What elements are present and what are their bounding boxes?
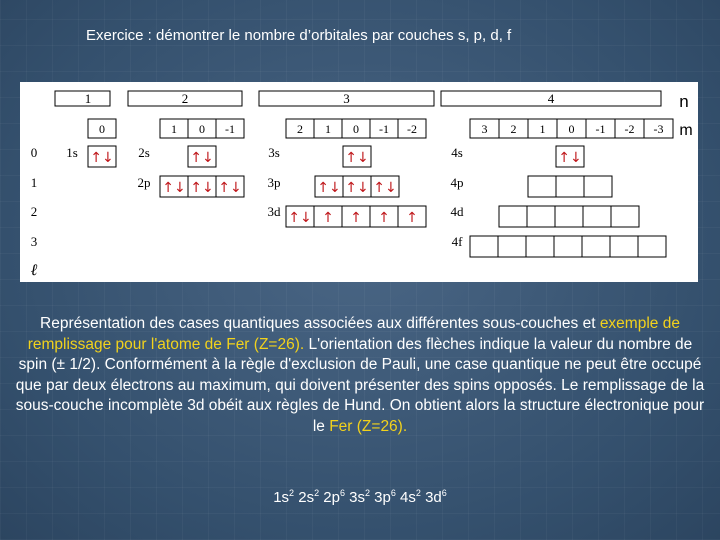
- config-count-3s: 2: [364, 488, 370, 498]
- orbital-diagram: [20, 82, 698, 282]
- m-value-n4-4: -1: [595, 122, 606, 136]
- config-count-2p: 6: [339, 488, 345, 498]
- electron-arrows-1s-1: ↑↓: [90, 150, 114, 166]
- orbital-diagram-panel: [20, 82, 698, 282]
- config-term-4s: [400, 489, 421, 506]
- config-orbital-3s: 3s: [349, 489, 365, 506]
- orbital-box-4f-3: [526, 236, 554, 257]
- orbital-box-4d-5: [611, 206, 639, 227]
- orbital-box-4d-1: [499, 206, 527, 227]
- config-orbital-2p: 2p: [323, 489, 340, 506]
- electron-configuration: [0, 488, 720, 506]
- config-orbital-3d: 3d: [425, 489, 442, 506]
- description-highlight-iron-example: exemple de remplissage pour l'atome de Fer (Z=26).: [27, 315, 680, 353]
- m-value-n3-2: 0: [353, 122, 359, 136]
- slide-title: Exercice : démontrer le nombre d’orbitales par couches s, p, d, f: [86, 27, 512, 44]
- m-value-n3-0: 2: [297, 122, 303, 136]
- l-value-2: 2: [30, 204, 38, 219]
- m-value-n4-5: -2: [624, 122, 635, 136]
- orbital-box-4d-4: [583, 206, 611, 227]
- n-value-2: 2: [181, 91, 189, 106]
- subshell-label-3p: 3p: [267, 175, 281, 190]
- m-value-n3-3: -1: [379, 122, 389, 136]
- electron-arrows-3d-3: ↑: [350, 210, 362, 226]
- config-count-2s: 2: [314, 488, 320, 498]
- electron-arrows-4s-1: ↑↓: [558, 150, 582, 166]
- description-part-1: Représentation des cases quantiques associées aux différentes sous-couches et: [40, 315, 600, 332]
- n-value-3: 3: [343, 91, 350, 106]
- config-orbital-4s: 4s: [400, 489, 416, 506]
- orbital-box-4f-4: [554, 236, 582, 257]
- electron-arrows-2p-3: ↑↓: [218, 180, 242, 196]
- electron-arrows-3p-2: ↑↓: [345, 180, 369, 196]
- m-value-n3-1: 1: [325, 122, 331, 136]
- subshell-label-4f: 4f: [451, 234, 463, 249]
- config-count-4s: 2: [415, 488, 421, 498]
- orbital-box-4p-2: [556, 176, 584, 197]
- orbital-box-4d-2: [527, 206, 555, 227]
- electron-arrows-3d-2: ↑: [322, 210, 334, 226]
- description-part-2: L'orientation des flèches indique la valeur du nombre de spin (± 1/2). Conformément à la règle d'exclusion de Pauli, une case quantique ne peut être occupé que par deux électrons au maximum, qui doivent présenter des spins opposés. Le remplissage de la sous-couche incomplète 3d obéit aux règles de Hund. On obtient alors la structure électronique pour le: [15, 335, 705, 435]
- subshell-label-2p: 2p: [137, 175, 151, 190]
- orbital-box-4f-6: [610, 236, 638, 257]
- config-term-3s: [349, 489, 370, 506]
- subshell-label-4p: 4p: [450, 175, 464, 190]
- config-term-1s: [273, 489, 294, 506]
- orbital-box-4d-3: [555, 206, 583, 227]
- config-orbital-1s: 1s: [273, 489, 290, 506]
- l-value-0: 0: [30, 145, 38, 160]
- subshell-label-3s: 3s: [268, 145, 280, 160]
- m-value-n4-6: -3: [653, 122, 664, 136]
- subshell-label-2s: 2s: [138, 145, 150, 160]
- description-text: [14, 314, 706, 438]
- electron-arrows-3s-1: ↑↓: [345, 150, 369, 166]
- m-value-n4-3: 0: [568, 122, 575, 136]
- config-term-2p: [323, 489, 345, 506]
- orbital-box-4p-1: [528, 176, 556, 197]
- electron-arrows-3d-4: ↑: [378, 210, 390, 226]
- electron-arrows-3p-1: ↑↓: [317, 180, 341, 196]
- n-axis-label: n: [679, 92, 689, 111]
- electron-arrows-3p-3: ↑↓: [373, 180, 397, 196]
- l-value-3: 3: [30, 234, 38, 249]
- l-value-1: 1: [30, 175, 38, 190]
- config-orbital-2s: 2s: [298, 489, 315, 506]
- n-value-4: 4: [547, 91, 555, 106]
- config-term-2s: [298, 489, 319, 506]
- orbital-box-4f-5: [582, 236, 610, 257]
- m-value-n4-2: 1: [539, 122, 546, 136]
- electron-arrows-3d-5: ↑: [406, 210, 418, 226]
- subshell-label-4s: 4s: [451, 145, 463, 160]
- n-header-box-1: [55, 91, 110, 106]
- m-value-n2-0: 1: [171, 122, 177, 136]
- orbital-box-4f-1: [470, 236, 498, 257]
- electron-arrows-3d-1: ↑↓: [288, 210, 312, 226]
- config-count-3d: 6: [441, 488, 447, 498]
- electron-arrows-2p-1: ↑↓: [162, 180, 186, 196]
- subshell-label-1s: 1s: [66, 145, 78, 160]
- m-value-n2-1: 0: [199, 122, 205, 136]
- n-value-1: 1: [84, 91, 92, 106]
- electron-arrows-2p-2: ↑↓: [190, 180, 214, 196]
- m-value-n1-0: 0: [99, 122, 105, 136]
- m-value-n2-2: -1: [225, 122, 235, 136]
- config-count-3p: 6: [390, 488, 396, 498]
- subshell-label-3d: 3d: [267, 204, 281, 219]
- orbital-box-4f-7: [638, 236, 666, 257]
- m-value-n4-0: 3: [481, 122, 488, 136]
- orbital-box-4f-2: [498, 236, 526, 257]
- description-highlight-iron: Fer (Z=26).: [329, 417, 408, 435]
- orbital-box-4p-3: [584, 176, 612, 197]
- config-orbital-3p: 3p: [374, 489, 391, 506]
- config-term-3p: [374, 489, 396, 506]
- m-value-n3-4: -2: [407, 122, 417, 136]
- m-axis-label: m: [679, 122, 693, 139]
- config-count-1s: 2: [289, 488, 295, 498]
- electron-arrows-2s-1: ↑↓: [190, 150, 214, 166]
- subshell-label-4d: 4d: [450, 204, 464, 219]
- l-axis-label: ℓ: [30, 260, 38, 279]
- m-value-n4-1: 2: [510, 122, 517, 136]
- config-term-3d: [425, 489, 447, 506]
